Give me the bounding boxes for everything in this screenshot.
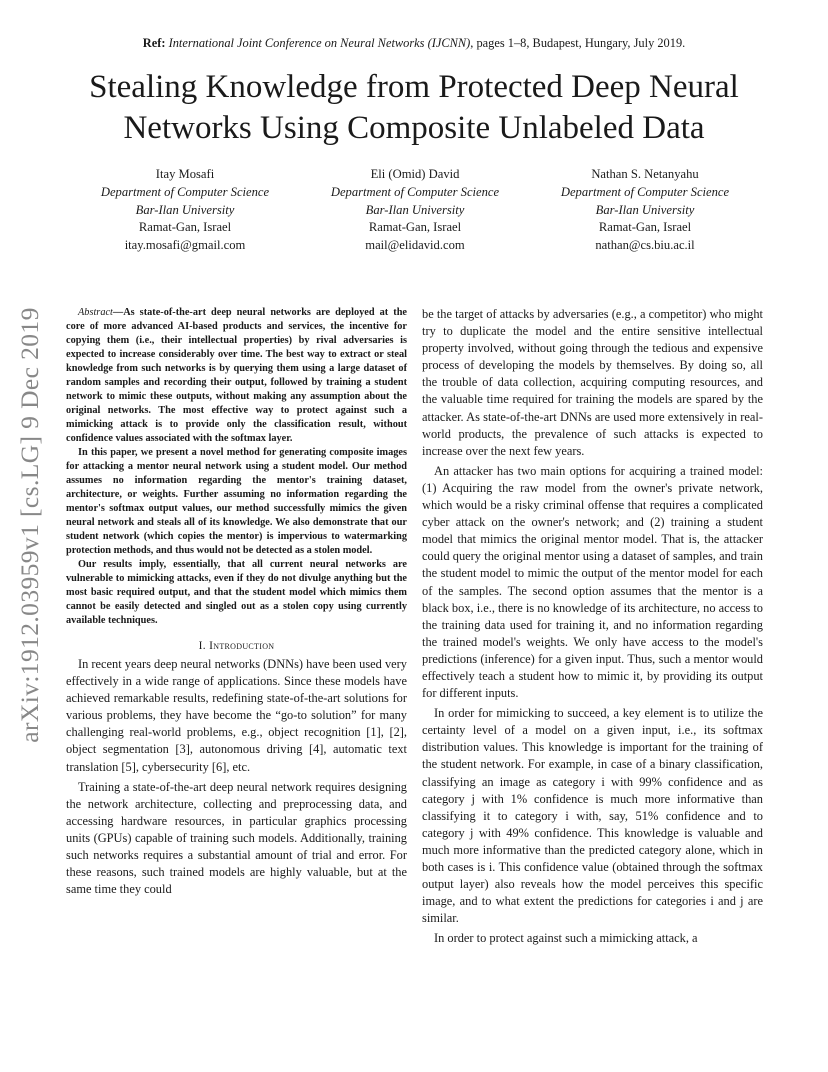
title-line-1: Stealing Knowledge from Protected Deep Neural — [89, 69, 739, 105]
author-department: Department of Computer Science — [560, 184, 730, 199]
author-block — [70, 166, 760, 255]
body-paragraph-4: In order to protect against such a mimicking attack, a — [434, 931, 698, 946]
intro-paragraph-2: Training a state-of-the-art deep neural network requires designing the network architecture, collecting and preprocessing data, and accessing hardware resources, in particular graphics processing units (GPUs) capable of training such models. Additionally, training such networks requires a substantial amount of trial and error. For these reasons, such trained models are highly valuable, but at the same time they could — [66, 779, 407, 897]
body-paragraph-2: An attacker has two main options for acquiring a trained model: (1) Acquiring the raw model from the owner's private network, which would be a risky criminal offense that requires a complicated cyber attack on the owner's network; and (2) training a student model that mimics the original mentor model. That is, the attacker could query the original mentor using a dataset of samples, and train the student model to mimic the output of the mentor model for each of the samples. The second option assumes that the mentor is a black box, i.e., there is no knowledge of its architecture, no access to the training data used for training it, and no information regarding the trained model's weights. We only have access to the model's predictions (inference) for a given input. Thus, such a mentor would effectively teach a student how to mimic it, by providing its output for different inputs. — [422, 463, 763, 701]
ref-label: Ref: — [142, 36, 166, 50]
abstract-paragraph-3: Our results imply, essentially, that all current neural networks are vulnerable to mimicking attacks, even if they do not divulge anything but the most basic required output, and that the student model which mimics them cannot be easily detected and singled out as a stolen copy using currently available techniques. — [66, 559, 407, 626]
author-email: mail@elidavid.com — [365, 238, 465, 253]
author-university: Bar-Ilan University — [365, 202, 465, 217]
author-email: itay.mosafi@gmail.com — [124, 238, 246, 253]
author-3 — [530, 166, 760, 255]
abstract-text-1: —As state-of-the-art deep neural networks are deployed at the core of more advanced AI-based products and services, the incentive for copying them (i.e., their intellectual properties) by rival adversaries is expected to increase considerably over time. The best way to extract or steal knowledge from such networks is by querying them using a large dataset of random samples and recording their output, followed by training a student network to mimic these outputs, without making any assumption about the original networks. The most effective way to protect against such a mimicking attack is to provide only the classification result, without confidence values associated with the softmax layer. — [66, 307, 407, 444]
author-department: Department of Computer Science — [330, 184, 500, 199]
author-university: Bar-Ilan University — [595, 202, 695, 217]
author-city: Ramat-Gan, Israel — [598, 220, 692, 235]
intro-paragraph-1: In recent years deep neural networks (DNNs) have been used very effectively in a wide range of applications. Since these models have achieved remarkable results, redefining state-of-the-art solutions for various problems, they have become the “go-to solution” for many challenging real-world problems, e.g., object recognition [1], [2], object segmentation [3], autonomous driving [4], automatic text translation [5], cybersecurity [6], etc. — [66, 657, 407, 774]
author-university: Bar-Ilan University — [135, 202, 235, 217]
paper-title — [60, 67, 768, 149]
author-city: Ramat-Gan, Israel — [368, 220, 462, 235]
arxiv-identifier: arXiv:1912.03959v1 [cs.LG] 9 Dec 2019 — [15, 307, 44, 743]
left-column — [66, 306, 407, 898]
section-title: Introduction — [209, 640, 275, 652]
author-name: Eli (Omid) David — [370, 167, 460, 181]
author-2 — [300, 166, 530, 255]
abstract-paragraph-1 — [66, 306, 407, 446]
ref-details: , pages 1–8, Budapest, Hungary, July 2019. — [470, 36, 686, 50]
arxiv-stamp — [12, 290, 48, 760]
abstract-paragraph-2: In this paper, we present a novel method for generating composite images for attacking a mentor neural network using a student model. Our method assumes no information regarding the mentor's training dataset, architecture, or weights. Further assuming no information regarding the mentor's softmax output values, our method successfully mimics the given neural network and steals all of its knowledge. We also demonstrate that our student network (which copies the mentor) is impervious to watermarking protection methods, and thus would not be detected as a stolen model. — [66, 447, 407, 556]
right-column — [422, 306, 763, 947]
author-department: Department of Computer Science — [100, 184, 270, 199]
reference-line — [0, 36, 828, 51]
ref-venue: International Joint Conference on Neural Networks (IJCNN) — [168, 36, 471, 50]
author-name: Nathan S. Netanyahu — [591, 167, 699, 181]
author-1 — [70, 166, 300, 255]
author-city: Ramat-Gan, Israel — [138, 220, 232, 235]
section-heading — [66, 640, 407, 652]
abstract-lead: Abstract — [78, 307, 113, 318]
author-name: Itay Mosafi — [155, 167, 215, 181]
author-email: nathan@cs.biu.ac.il — [595, 238, 695, 253]
title-line-2: Networks Using Composite Unlabeled Data — [123, 110, 705, 146]
section-number: I. — [198, 640, 206, 652]
body-paragraph-1: be the target of attacks by adversaries (e.g., a competitor) who might try to duplicate the model and the entire sensitive intellectual property involved, without going through the tedious and expensive process of developing the models by themselves. By doing so, all the trouble of data collection, acquiring computing resources, and the valuable time required for training the models are spared by the attacker. As state-of-the-art DNNs are used more extensively in real-world products, the prevalence of such attacks is expected to increase over the next few years. — [422, 307, 763, 458]
body-paragraph-3: In order for mimicking to succeed, a key element is to utilize the certainty level of a model on a given input, i.e., its softmax distribution values. This knowledge is important for the training of the student network. For example, in case of a binary classification, classifying an image as category i with 99% confidence and as category j with 1% confidence is much more informative than classifying it to category i with, say, 51% confidence and to category j with 49% confidence. This knowledge is valuable and much more informative than the predicted category alone, which in both cases is i. This confidence value (obtained through the softmax output layer) also reveals how the model perceives this specific image, and to what extent the predictions for categories i and j are similar. — [422, 706, 763, 926]
